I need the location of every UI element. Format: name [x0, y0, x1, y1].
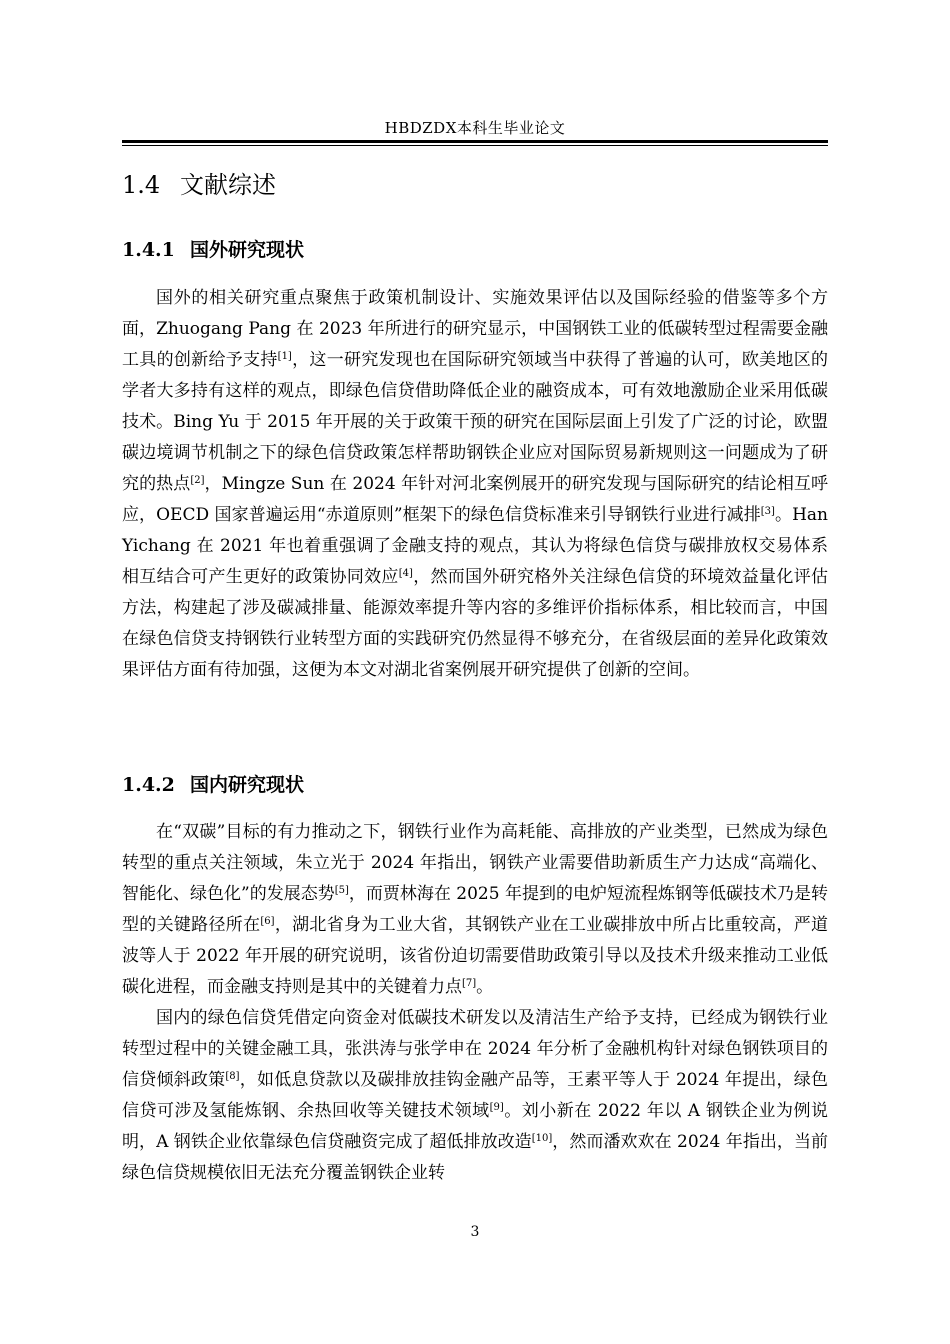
citation-ref: [10] — [531, 1133, 553, 1144]
paragraph-text: ，而贾林海在 2025 年提到的电炉短流程炼钢等低碳技术乃是转型的关键路径所在 — [122, 884, 828, 935]
paragraph-text: ，然而国外研究格外关注绿色信贷的环境效益量化评估方法，构建起了涉及碳减排量、能源效率提升等内容的多维评价指标体系，相比较而言，中国在绿色信贷支持钢铁行业转型方面的实践研究仍然显得不够充分，在省级层面的差异化政策效果评估方面有待加强，这便为本文对湖北省案例展开研究提供了创新的空间。 — [122, 567, 829, 680]
paragraph-text: ，这一研究发现也在国际研究领域当中获得了普遍的认可，欧美地区的学者大多持有这样的观点，即绿色信贷借助降低企业的融资成本，可有效地激励企业采用低碳技术。Bing Yu 于 2015 年开展的关于政策干预的研究在国际层面上引发了广泛的讨论，欧盟碳边境调节机制之下的绿色信贷政策怎样帮助钢铁企业应对国际贸易新规则这一问题成为了研究的热点 — [122, 350, 829, 494]
citation-ref: [7] — [462, 978, 477, 989]
subsection-number: 1.4.2 — [122, 774, 175, 796]
running-header: HBDZDX本科生毕业论文 — [384, 119, 566, 137]
subsection-heading-foreign — [122, 235, 304, 262]
citation-ref: [9] — [489, 1102, 504, 1113]
header-rule-thin — [122, 145, 828, 146]
citation-ref: [4] — [398, 568, 413, 579]
page-number: 3 — [470, 1224, 480, 1240]
subsection-title: 国内研究现状 — [190, 774, 305, 796]
paragraph-text: ，Mingze Sun 在 2024 年针对河北案例展开的研究发现与国际研究的结论相互呼应，OECD 国家普遍运用“赤道原则”框架下的绿色信贷标准来引导钢铁行业进行减排 — [122, 474, 828, 525]
subsection-number: 1.4.1 — [122, 239, 175, 261]
citation-ref: [5] — [334, 885, 349, 896]
domestic-research-body — [122, 817, 828, 1189]
foreign-research-body — [122, 283, 828, 686]
citation-ref: [3] — [760, 506, 775, 517]
citation-ref: [2] — [190, 475, 205, 486]
paragraph-text: ，湖北省身为工业大省，其钢铁产业在工业碳排放中所占比重较高，严道波等人于 2022 年开展的研究说明，该省份迫切需要借助政策引导以及技术升级来推动工业低碳化进程，而金融支持则是其中的关键着力点 — [122, 915, 829, 997]
section-number: 1.4 — [122, 171, 161, 199]
header-rule-thick — [122, 140, 828, 143]
citation-ref: [6] — [260, 916, 275, 927]
paragraph-text: 。 — [476, 977, 494, 997]
citation-ref: [8] — [225, 1071, 240, 1082]
section-title: 文献综述 — [180, 171, 276, 199]
paragraph-text: ，如低息贷款以及碳排放挂钩金融产品等，王素平等人于 2024 年提出，绿色信贷可涉及氢能炼钢、余热回收等关键技术领域 — [122, 1070, 829, 1121]
subsection-heading-domestic — [122, 770, 304, 797]
paragraph-text: 。Han Yichang 在 2021 年也着重强调了金融支持的观点，其认为将绿色信贷与碳排放权交易体系相互结合可产生更好的政策协同效应 — [122, 505, 828, 587]
body-paragraph — [122, 817, 828, 1003]
section-heading — [122, 165, 276, 200]
body-paragraph — [122, 283, 828, 686]
body-paragraph — [122, 1003, 828, 1189]
paragraph-text: 国内的绿色信贷凭借定向资金对低碳技术研发以及清洁生产给予支持，已经成为钢铁行业转型过程中的关键金融工具，张洪涛与张学申在 2024 年分析了金融机构针对绿色钢铁项目的信贷倾斜政策 — [122, 1008, 828, 1090]
paragraph-text: ，然而潘欢欢在 2024 年指出，当前绿色信贷规模依旧无法充分覆盖钢铁企业转 — [122, 1132, 828, 1183]
paragraph-text: 。刘小新在 2022 年以 A 钢铁企业为例说明，A 钢铁企业依靠绿色信贷融资完成了超低排放改造 — [122, 1101, 829, 1152]
paragraph-text: 国外的相关研究重点聚焦于政策机制设计、实施效果评估以及国际经验的借鉴等多个方面，Zhuogang Pang 在 2023 年所进行的研究显示，中国钢铁工业的低碳转型过程需要金融工具的创新给予支持 — [122, 288, 828, 370]
citation-ref: [1] — [277, 351, 292, 362]
paragraph-text: 在“双碳”目标的有力推动之下，钢铁行业作为高耗能、高排放的产业类型，已然成为绿色转型的重点关注领域，朱立光于 2024 年指出，钢铁产业需要借助新质生产力达成“高端化、智能化、绿色化”的发展态势 — [122, 822, 828, 904]
subsection-title: 国外研究现状 — [190, 239, 305, 261]
